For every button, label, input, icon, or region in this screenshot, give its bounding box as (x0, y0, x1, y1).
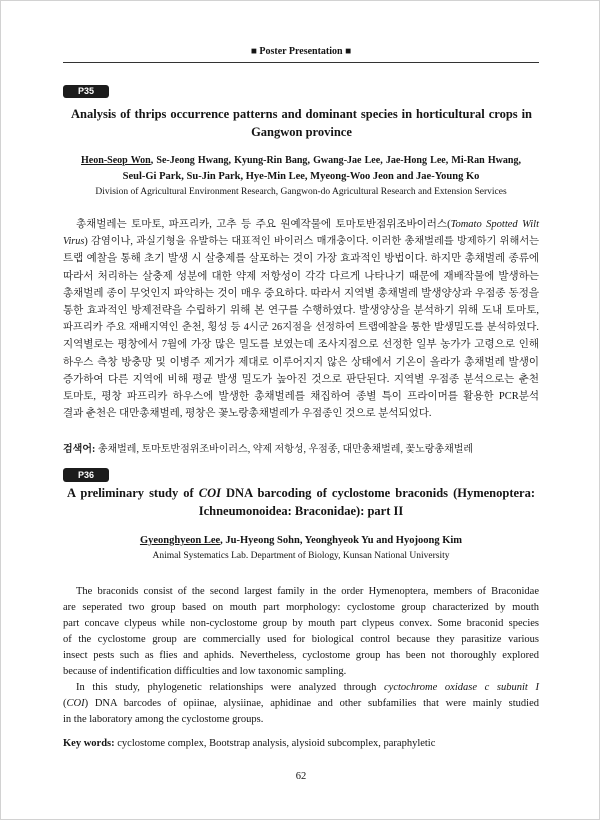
text-segment: , Ju-Hyeong Sohn, Yeonghyeok Yu and Hyojoong Kim (220, 535, 463, 546)
text-segment: of the cyclostome group are commercially used for biological control because they parasitize various (63, 634, 539, 645)
abstract-body (63, 216, 539, 422)
body-line (63, 354, 539, 371)
affiliation: Division of Agricultural Environment Research, Gangwon-do Agricultural Research and Extension Services (95, 187, 507, 197)
text-segment: part concave clypeus while non-cyclostome group by mouth part clypeus convex. Some braconid species (63, 618, 539, 629)
author-line (81, 153, 521, 169)
text-segment: 증가하여 다른 지역에 비해 평균 발생 밀도가 높아진 것으로 판단된다. 지역별 우점종 분석으로는 춘천 (63, 373, 539, 385)
body-line (63, 388, 539, 405)
body-line (63, 712, 539, 728)
body-line (63, 336, 539, 353)
italic-text: Virus (63, 236, 85, 248)
abstract-title (67, 484, 535, 520)
abstract-title (71, 105, 532, 141)
title-line (71, 105, 532, 123)
abstract-number-badge: P35 (63, 85, 109, 98)
body-line (63, 319, 539, 336)
text-segment: 결과 춘천은 대만총채벌레, 평창은 꽃노랑총채벌레가 우점종인 것으로 분석되었다. (63, 408, 432, 420)
text-segment: 파프리카 주요 재배지역인 춘천, 횡성 등 4시군 26지점을 선정하여 트랩예찰을 통한 발생밀도를 분석하였다. (63, 322, 539, 334)
text-segment: 총채벌레, 토마토반점위조바이러스, 약제 저항성, 우점종, 대만총채벌레, 꽃노랑총채벌레 (95, 444, 474, 455)
text-segment: 따라서 처리하는 살충제 성분에 대한 약제 저항성이 각각 다르게 나타나기 때문에 재배작물에 발생하는 (63, 270, 539, 282)
italic-text: cyctochrome oxidase c subunit I (384, 682, 539, 693)
body-line (63, 371, 539, 388)
affiliation: Animal Systematics Lab. Department of Biology, Kunsan National University (152, 551, 450, 561)
section-header: ■ Poster Presentation ■ (250, 46, 352, 57)
keywords-label: Key words: (63, 738, 115, 749)
text-segment: ) DNA barcodes of opiinae, alysiinae, aphidinae and other subfamilies that were mainly studied (84, 698, 539, 709)
text-segment: 지역별로는 평창에서 7월에 가장 많은 밀도를 보였는데 조사지점으로 선정한 일부 농가가 고령으로 인해 (63, 339, 539, 351)
body-line (63, 302, 539, 319)
text-segment: 토마토, 평창 파프리카 하우스에 발생한 총채벌레를 채집하여 종별 특이 프라이머를 활용한 PCR분석 (63, 391, 539, 403)
body-line (63, 600, 539, 616)
text-segment: Gangwon province (251, 125, 352, 139)
presenting-author-name: Gyeonghyeon Lee (139, 535, 221, 546)
italic-text: COI (66, 698, 85, 709)
text-segment: ( (63, 698, 67, 709)
title-line (71, 123, 532, 141)
body-line (63, 584, 539, 600)
text-segment: 트랩 예찰을 통해 초기 발생 시 살충제를 살포하는 것이 가장 효과적인 방법이다. 하지만 총채벌레 종류에 (63, 253, 539, 265)
author-list (81, 153, 521, 185)
body-line (63, 696, 539, 712)
body-line (63, 405, 539, 422)
text-segment: Seul-Gi Park, Su-Jin Park, Hye-Min Lee, Myeong-Woo Jeon and Jae-Young Ko (122, 171, 480, 182)
text-segment: in the laboratory among the cyclostome groups. (63, 714, 264, 725)
text-segment: 하우스 측창 방충망 및 이병주 제거가 제대로 이루어지지 않은 상태에서 기온이 올라가 총채벌레 발생이 (63, 356, 539, 368)
body-line (63, 648, 539, 664)
header-divider (63, 62, 539, 63)
keyword-line (63, 442, 539, 458)
keywords (63, 736, 539, 752)
text-segment: In this study, phylogenetic relationships were analyzed through (76, 682, 385, 693)
body-line (63, 285, 539, 302)
text-segment: 통한 효과적인 방제전략을 수립하기 위해 본 연구를 수행하였다. 발생양상을 분석하기 위해 도내 토마토, (63, 305, 539, 317)
text-segment: cyclostome complex, Bootstrap analysis, alysioid subcomplex, paraphyletic (114, 738, 436, 749)
text-segment: , Se-Jeong Hwang, Kyung-Rin Bang, Gwang-Jae Lee, Jae-Hong Lee, Mi-Ran Hwang, (150, 155, 521, 166)
page-number: 62 (295, 771, 307, 782)
italic-text: COI (198, 486, 221, 500)
text-segment: because of indentification difficulties and low taxonomic sampling. (63, 666, 347, 677)
keywords-label: 검색어: (63, 444, 96, 455)
body-line (63, 632, 539, 648)
title-line (67, 502, 535, 520)
text-segment: 총채벌레는 토마토, 파프리카, 고추 등 주요 원예작물에 토마토반점위조바이러스( (76, 219, 451, 230)
text-segment: A preliminary study of (67, 486, 199, 500)
presenting-author-name: Heon-Seop Won (81, 155, 151, 166)
text-segment: DNA barcoding of cyclostome braconids (Hymenoptera: (220, 486, 535, 500)
abstract-body (63, 584, 539, 728)
text-segment: The braconids consist of the second largest family in the order Hymenoptera, members of Braconidae (76, 586, 539, 597)
text-segment: Analysis of thrips occurrence patterns and dominant species in horticultural crops in (71, 107, 532, 121)
text-segment: Ichneumonoidea: Braconidae): part II (198, 504, 404, 518)
keywords (63, 442, 539, 458)
text-segment: insect pests such as flies and aphids. Nevertheless, cyclostome group has been not thoroughly explored (63, 650, 539, 661)
body-line (63, 216, 539, 233)
body-line (63, 680, 539, 696)
italic-text: Tomato Spotted Wilt (450, 219, 540, 230)
text-segment: ) 감염이나, 과실기형을 유발하는 대표적인 바이러스 매개충이다. 이러한 총채벌레를 방제하기 위해서는 (84, 236, 539, 248)
text-segment: 총채벌레 종이 무엇인지 파악하는 것이 매우 중요하다. 따라서 지역별 총채벌레 발생양상과 우점종 동정을 (63, 287, 539, 299)
body-line (63, 250, 539, 267)
body-line (63, 268, 539, 285)
author-line (81, 169, 521, 185)
keyword-line (63, 736, 539, 752)
title-line (67, 484, 535, 502)
body-line (63, 664, 539, 680)
body-line (63, 616, 539, 632)
abstract-number-badge: P36 (63, 468, 109, 482)
body-line (63, 233, 539, 250)
author-list (63, 533, 539, 549)
text-segment: are seperated two group based on mouth part morphology: cyclostome group characterized by mouth (63, 602, 539, 613)
author-line (63, 533, 539, 549)
